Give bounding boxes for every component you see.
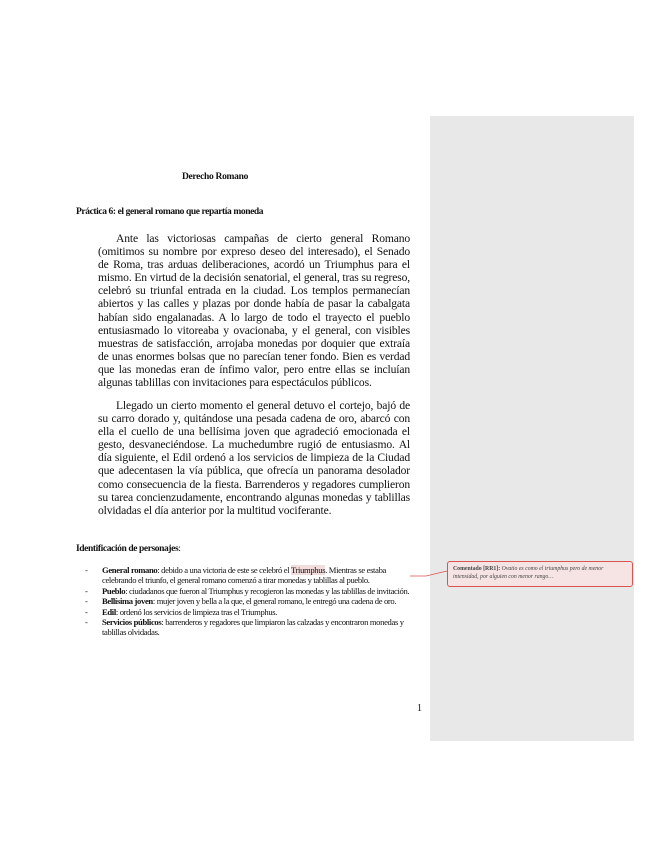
character-text: : mujer joven y bella a la que, el general romano, le entregó una cadena de oro. (152, 596, 397, 607)
list-item (80, 586, 420, 596)
practice-title: Práctica 6: el general romano que repartía moneda (76, 207, 264, 217)
characters-heading-text: Identificación de personajes (76, 544, 179, 554)
scanned-paragraph-text: Llegado un cierto momento el general detuvo el cortejo, bajó de su carro dorado y, quitándose una pesada cadena de oro, abarcó con ella el cuello de una bellísima joven que agradeció emocionada el gesto, desvaneciéndose. La muchedumbre rugió de entusiasmo. Al día siguiente, el Edil ordenó a los servicios de limpieza de la Ciudad que adecentasen la vía pública, que ofrecía un panorama desolador como consecuencia de la fiesta. Barrenderos y regadores cumplieron su tarea concienzudamente, encontrando algunas monedas y tablillas olvidadas el día anterior por la multitud vociferante. (98, 399, 410, 517)
characters-list (80, 565, 420, 638)
comments-markup-pane (430, 116, 634, 741)
character-text: : ciudadanos que fueron al Triumphus y recogieron las monedas y las tablillas de invitación. (125, 585, 410, 596)
list-dash: - (85, 585, 88, 596)
page-number: 1 (417, 703, 422, 714)
comment-balloon[interactable] (447, 561, 633, 587)
character-term: Edil (102, 606, 116, 617)
list-dash: - (85, 565, 88, 575)
character-term: Servicios públicos (102, 617, 162, 628)
comment-author: Comentado [RR1]: (453, 566, 501, 572)
character-text: : debido a una victoria de este se celebró el (157, 565, 291, 575)
character-term: General romano (102, 565, 158, 575)
list-item (80, 607, 420, 617)
list-item (80, 565, 420, 586)
list-item (80, 596, 420, 606)
characters-heading (76, 544, 181, 554)
list-dash: - (85, 596, 88, 607)
character-text: . Mientras se estaba celebrando el triunfo, el general romano comenzó a tirar monedas y tablillas al pueblo. (102, 565, 386, 586)
list-item (80, 617, 420, 638)
list-dash: - (85, 606, 88, 617)
character-term: Bellísima joven (102, 596, 153, 607)
scanned-paragraph-text: Ante las victoriosas campañas de cierto general Romano (omitimos su nombre por expreso deseo del interesado), el Senado de Roma, tras arduas deliberaciones, acordó un Triumphus para el mismo. En virtud de la decisión senatorial, el general, tras su regreso, celebró su triunfal entrada en la ciudad. Los templos permanecían abiertos y las calles y plazas por donde había de pasar la cabalgata habían sido engalanadas. A lo largo de todo el trayecto el pueblo entusiasmado lo vitoreaba y ovacionaba, y el general, con visibles muestras de satisfacción, arrojaba monedas por doquier que extraía de unas enormes bolsas que no parecían tener fondo. Bien es verdad que las monedas eran de ínfimo valor, pero entre ellas se incluían algunas tablillas con invitaciones para espectáculos públicos. (98, 232, 410, 390)
comment-text: Ovatio es como el triumphus pero de menor intensidad, por alguien con menor rango… (453, 566, 604, 580)
scanned-paragraph-1 (98, 232, 410, 389)
character-text: : barrenderos y regadores que limpiaron las calzadas y encontraron monedas y tablillas olvidadas. (102, 617, 404, 638)
scanned-paragraph-2 (98, 399, 410, 517)
document-title: Derecho Romano (181, 172, 249, 182)
character-text: : ordenó los servicios de limpieza tras el Triumphus. (115, 606, 278, 617)
characters-heading-colon: : (178, 544, 181, 554)
commented-text-highlight[interactable]: Triumphus (290, 565, 326, 575)
character-term: Pueblo (102, 585, 126, 596)
list-dash: - (85, 617, 88, 628)
